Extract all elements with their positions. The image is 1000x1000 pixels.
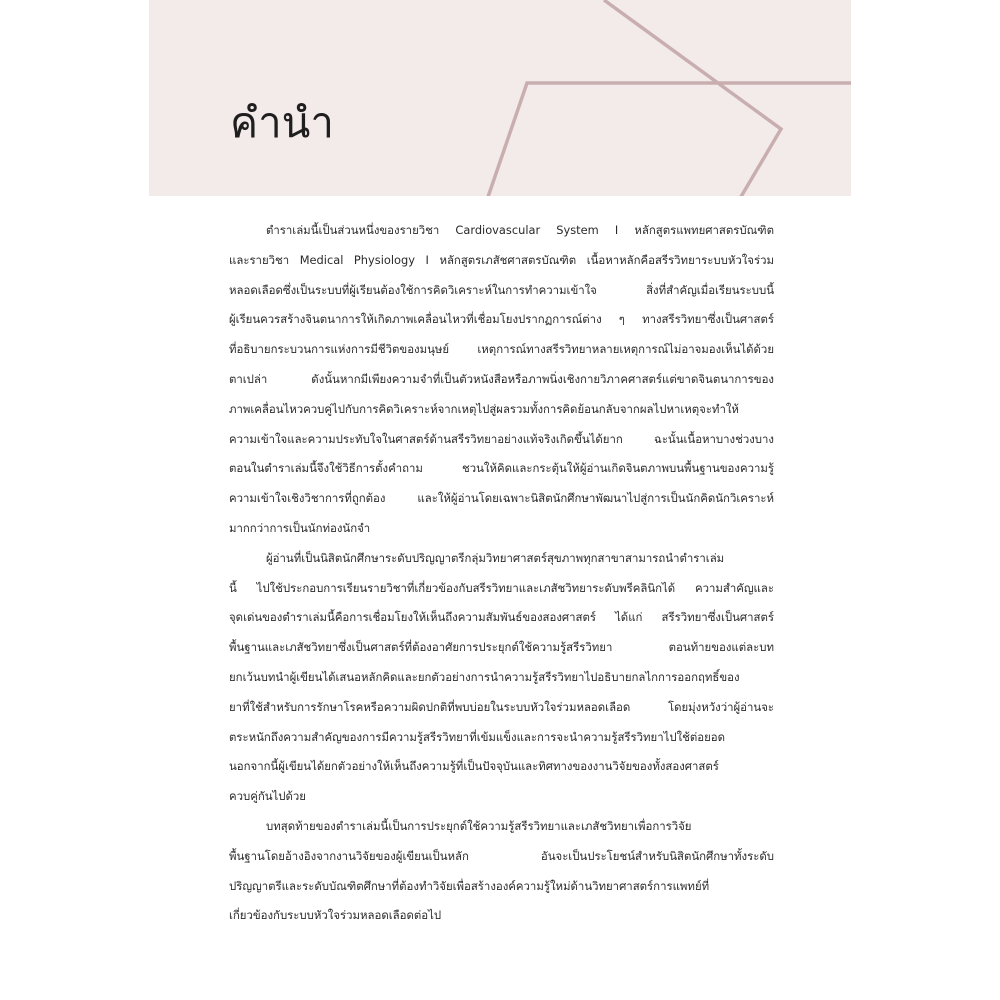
text-line: ยาที่ใช้สำหรับการรักษาโรคหรือความผิดปกติที่พบบ่อยในระบบหัวใจร่วมหลอดเลือด โดยมุ่งหวังว่าผู้อ่านจะ — [229, 699, 774, 714]
text-line: ควบคู่กันไปด้วย — [229, 789, 306, 804]
body-text — [229, 216, 774, 931]
text-line: หลอดเลือดซึ่งเป็นระบบที่ผู้เรียนต้องใช้การคิดวิเคราะห์ในการทำความเข้าใจ สิ่งที่สำคัญเมื่อเรียนระบบนี้ — [229, 282, 774, 297]
paragraph-3 — [229, 812, 774, 931]
document-page — [149, 0, 851, 1000]
text-line: พื้นฐานและเภสัชวิทยาซึ่งเป็นศาสตร์ที่ต้องอาศัยการประยุกต์ใช้ความรู้สรีรวิทยา ตอนท้ายของแต่ละบท — [229, 640, 774, 655]
text-line: ที่อธิบายกระบวนการแห่งการมีชีวิตของมนุษย์ เหตุการณ์ทางสรีรวิทยาหลายเหตุการณ์ไม่อาจมองเห็นได้ด้วย — [229, 342, 774, 357]
text-line: บทสุดท้ายของตำราเล่มนี้เป็นการประยุกต์ใช้ความรู้สรีรวิทยาและเภสัชวิทยาเพื่อการวิจัย — [266, 818, 692, 833]
text-line: ความเข้าใจเชิงวิชาการที่ถูกต้อง และให้ผู้อ่านโดยเฉพาะนิสิตนักศึกษาพัฒนาไปสู่การเป็นนักคิดนักวิเคราะห์ — [229, 491, 774, 506]
header-band — [149, 0, 851, 196]
text-line: นอกจากนี้ผู้เขียนได้ยกตัวอย่างให้เห็นถึงความรู้ที่เป็นปัจจุบันและทิศทางของงานวิจัยของทั้งสองศาสตร์ — [229, 759, 719, 774]
text-line: นี้ ไปใช้ประกอบการเรียนรายวิชาที่เกี่ยวข้องกับสรีรวิทยาและเภสัชวิทยาระดับพรีคลินิกได้ ความสำคัญและ — [229, 580, 774, 595]
text-line: ภาพเคลื่อนไหวควบคู่ไปกับการคิดวิเคราะห์จากเหตุไปสู่ผลรวมทั้งการคิดย้อนกลับจากผลไปหาเหตุจะทำให้ — [229, 401, 739, 416]
text-line: เกี่ยวข้องกับระบบหัวใจร่วมหลอดเลือดต่อไป — [229, 908, 442, 923]
text-line: ตาเปล่า ดังนั้นหากมีเพียงความจำที่เป็นตัวหนังสือหรือภาพนิ่งเชิงกายวิภาคศาสตร์แต่ขาดจินตนาการของ — [229, 371, 774, 386]
paragraph-1 — [229, 216, 774, 544]
text-line: ความเข้าใจและความประทับใจในศาสตร์ด้านสรีรวิทยาอย่างแท้จริงเกิดขึ้นได้ยาก ฉะนั้นเนื้อหาบางช่วงบาง — [229, 431, 774, 446]
paragraph-2 — [229, 544, 774, 812]
decorative-chevron-outer — [604, 0, 781, 196]
text-line: ตระหนักถึงความสำคัญของการมีความรู้สรีรวิทยาที่เข้มแข็งและการจะนำความรู้สรีรวิทยาไปใช้ต่อยอด — [229, 729, 726, 744]
text-line: และรายวิชา Medical Physiology I หลักสูตรเภสัชศาสตรบัณฑิต เนื้อหาหลักคือสรีรวิทยาระบบหัวใจร่วม — [229, 252, 774, 267]
text-line: ผู้อ่านที่เป็นนิสิตนักศึกษาระดับปริญญาตรีกลุ่มวิทยาศาสตร์สุขภาพทุกสาขาสามารถนำตำราเล่ม — [266, 550, 725, 565]
text-line: ตอนในตำราเล่มนี้จึงใช้วิธีการตั้งคำถาม ชวนให้คิดและกระตุ้นให้ผู้อ่านเกิดจินตภาพบนพื้นฐานของความรู้ — [229, 461, 774, 476]
text-line: ตำราเล่มนี้เป็นส่วนหนึ่งของรายวิชา Cardiovascular System I หลักสูตรแพทยศาสตรบัณฑิต — [266, 223, 774, 237]
decorative-chevron-inner — [451, 83, 851, 196]
text-line: ผู้เรียนควรสร้างจินตนาการให้เกิดภาพเคลื่อนไหวที่เชื่อมโยงปรากฏการณ์ต่าง ๆ ทางสรีรวิทยาซึ่งเป็นศาสตร์ — [229, 312, 774, 327]
text-line: จุดเด่นของตำราเล่มนี้คือการเชื่อมโยงให้เห็นถึงความสัมพันธ์ของสองศาสตร์ ได้แก่ สรีรวิทยาซึ่งเป็นศาสตร์ — [229, 610, 774, 625]
text-line: ปริญญาตรีและระดับบัณฑิตศึกษาที่ต้องทำวิจัยเพื่อสร้างองค์ความรู้ใหม่ด้านวิทยาศาสตร์การแพทย์ที่ — [229, 878, 710, 893]
text-line: มากกว่าการเป็นนักท่องนักจำ — [229, 520, 371, 535]
text-line: พื้นฐานโดยอ้างอิงจากงานวิจัยของผู้เขียนเป็นหลัก อันจะเป็นประโยชน์สำหรับนิสิตนักศึกษาทั้งระดับ — [229, 848, 774, 863]
page-title: คำนำ — [230, 98, 334, 147]
text-line: ยกเว้นบทนำผู้เขียนได้เสนอหลักคิดและยกตัวอย่างการนำความรู้สรีรวิทยาไปอธิบายกลไกการออกฤทธิ์ของ — [229, 669, 740, 684]
